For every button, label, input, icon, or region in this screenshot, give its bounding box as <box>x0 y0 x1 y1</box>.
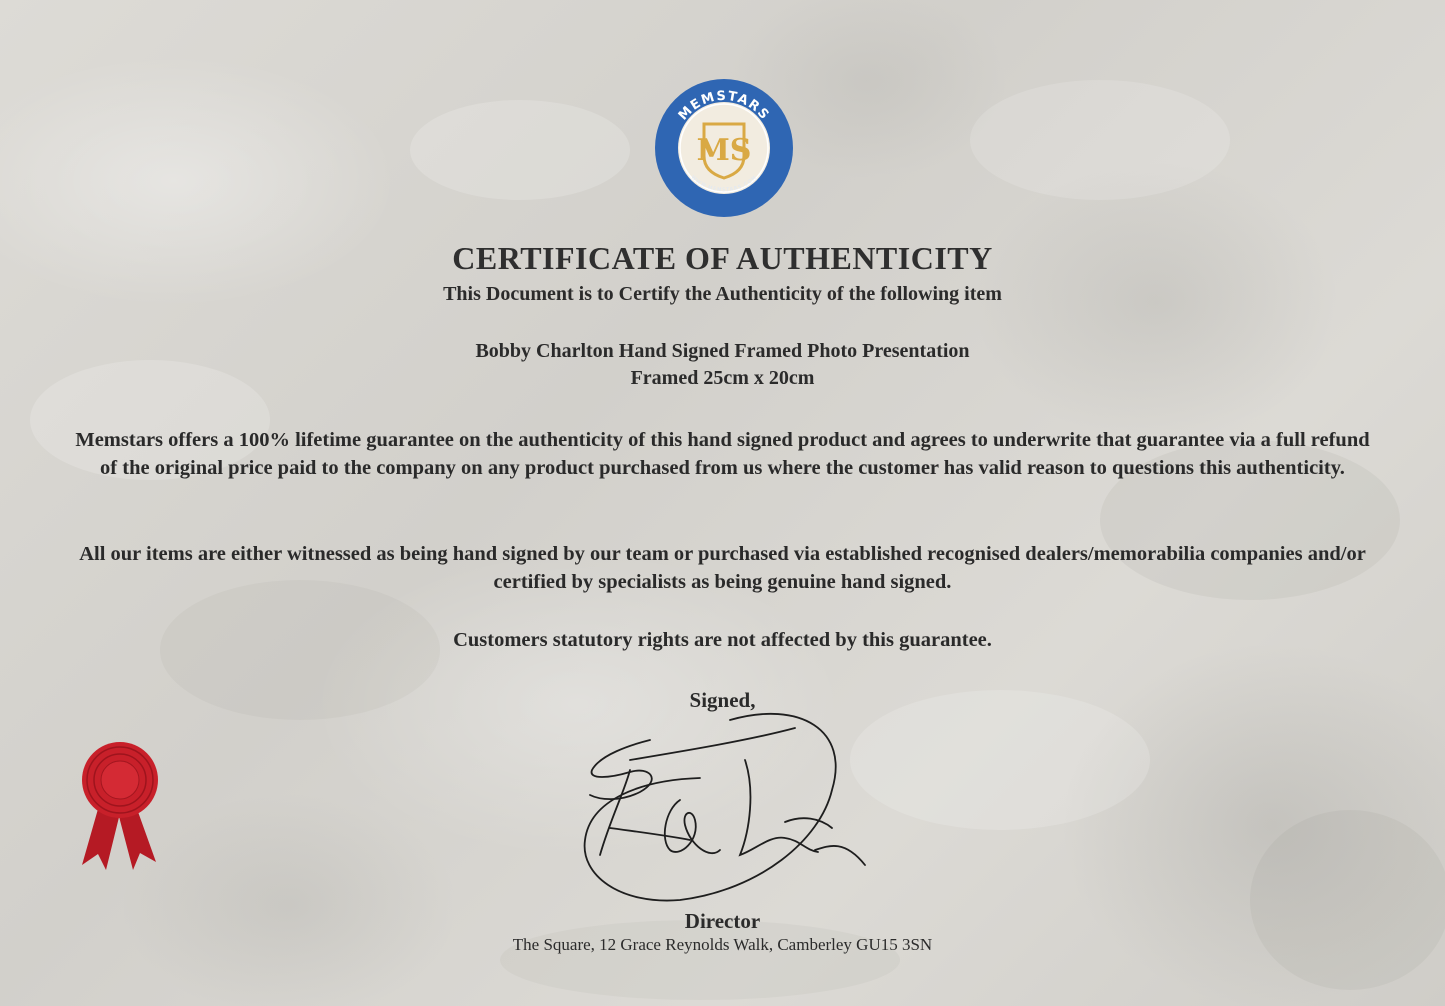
memstars-seal-logo <box>654 78 794 218</box>
item-size: Framed 25cm x 20cm <box>630 367 815 389</box>
company-address: The Square, 12 Grace Reynolds Walk, Camberley GU15 3SN <box>512 935 933 954</box>
director-label: Director <box>684 909 761 933</box>
svg-text:WWW.MEMSTARS.COM: WWW.MEMSTARS.COM <box>689 174 759 194</box>
guarantee-paragraph: Memstars offers a 100% lifetime guarantee on the authenticity of this hand signed product and agrees to underwrite that guarantee via a full refund of the original price paid to the company on any product purchased from us where the customer has valid reason to questions this authenticity. <box>75 429 1370 479</box>
certificate-subtitle: This Document is to Certify the Authenticity of the following item <box>443 283 1002 305</box>
director-signature <box>570 700 890 910</box>
item-name: Bobby Charlton Hand Signed Framed Photo Presentation <box>475 340 970 362</box>
red-rosette-icon <box>70 740 170 875</box>
items-paragraph: All our items are either witnessed as being hand signed by our team or purchased via established recognised dealers/memorabilia companies and/or certified by specialists as being genuine hand signed. <box>79 543 1366 593</box>
svg-text:MEMSTARS: MEMSTARS <box>675 88 773 124</box>
certificate-title: CERTIFICATE OF AUTHENTICITY <box>452 240 993 276</box>
signed-label: Signed, <box>689 688 756 712</box>
rights-paragraph: Customers statutory rights are not affected by this guarantee. <box>453 629 992 651</box>
svg-text:MS: MS <box>696 133 752 168</box>
